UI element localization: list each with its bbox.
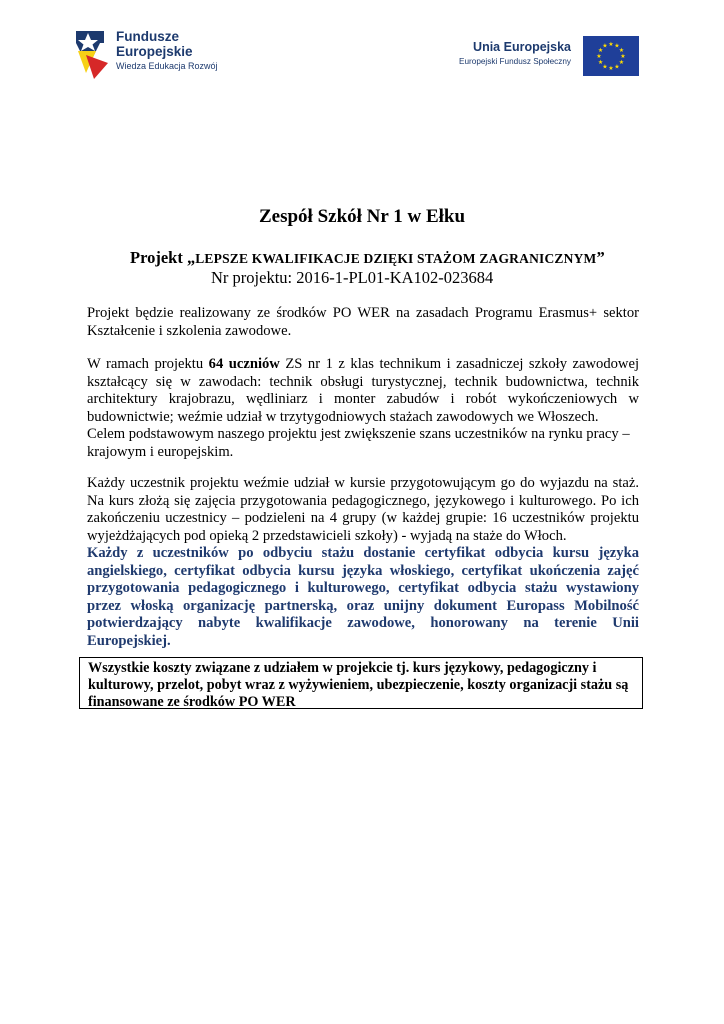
eu-star-icon: ★ <box>602 64 608 71</box>
eu-star-icon: ★ <box>596 54 602 60</box>
fundusze-tagline: Wiedza Edukacja Rozwój <box>116 61 218 71</box>
unia-europejska-logo <box>447 36 642 78</box>
project-name: LEPSZE KWALIFIKACJE DZIĘKI STAŻOM ZAGRANICZNYM <box>195 251 597 266</box>
participants-count: 64 uczniów <box>208 356 280 372</box>
paragraph-goal-text: Celem podstawowym naszego projektu jest zwiększenie szans uczestników na rynku pracy – krajowym i europejskim. <box>87 426 630 460</box>
paragraph-funding <box>87 305 639 340</box>
costs-box <box>79 657 643 709</box>
eu-star-icon: ★ <box>618 48 625 54</box>
project-prefix: Projekt „ <box>130 248 196 267</box>
eu-star-icon: ★ <box>614 64 620 71</box>
costs-box-text: Wszystkie koszty związane z udziałem w projekcie tj. kurs językowy, pedagogiczny i kulturowy, przelot, pobyt wraz z wyżywieniem, ubezpieczenie, koszty organizacji stażu są finansowane ze środków PO WER <box>88 660 629 710</box>
ue-line2: Europejski Fundusz Społeczny <box>459 57 571 66</box>
project-number: Nr projektu: 2016-1-PL01-KA102-023684 <box>211 268 494 287</box>
project-title <box>130 248 605 268</box>
fundusze-star-icon <box>74 29 114 81</box>
paragraph-course <box>87 475 639 650</box>
eu-star-icon: ★ <box>614 43 620 50</box>
page-title: Zespół Szkół Nr 1 w Ełku <box>258 206 466 227</box>
paragraph-funding-text: Projekt będzie realizowany ze środków PO WER na zasadach Programu Erasmus+ sektor Kształcenie i szkolenia zawodowe. <box>87 305 639 339</box>
fundusze-line1: Fundusze <box>116 29 179 44</box>
ue-line1: Unia Europejska <box>473 40 571 54</box>
participants-intro: W ramach projektu <box>87 356 209 372</box>
paragraph-participants <box>87 356 639 461</box>
fundusze-line2: Europejskie <box>116 44 193 59</box>
fundusze-europejskie-logo <box>74 27 254 83</box>
eu-star-icon: ★ <box>608 66 614 72</box>
eu-star-icon: ★ <box>597 60 604 66</box>
eu-star-icon: ★ <box>608 42 614 48</box>
eu-star-icon: ★ <box>620 54 626 60</box>
eu-star-icon: ★ <box>618 60 625 66</box>
eu-star-icon: ★ <box>597 48 604 54</box>
paragraph-course-text: Każdy uczestnik projektu weźmie udział w kursie przygotowującym go do wyjazdu na staż. Na kurs złożą się zajęcia przygotowania pedagogicznego, językowego i kulturowego. Po ich zakończeniu uczestnicy – podzieleni na 4 grupy (w każdej grupie: 16 uczestników projektu wyjeżdżających pod opieką 2 przedstawicieli szkoły) - wyjadą na staże do Włoch. <box>87 475 639 544</box>
project-suffix: ” <box>596 248 605 267</box>
eu-flag-icon <box>583 36 639 76</box>
eu-star-icon: ★ <box>602 43 608 50</box>
participants-details: ZS nr 1 z klas technikum i zasadniczej szkoły zawodowej kształcący się w zawodach: technik obsługi turystycznej, technik budownictwa, technik architektury krajobrazu, wędliniarz i monter zabudów i robót wykończeniowych w budownictwie; weźmie udział w trzytygodniowych stażach zawodowych we Włoszech. <box>87 356 640 425</box>
paragraph-participants-text <box>87 356 639 426</box>
paragraph-certificates-text: Każdy z uczestników po odbyciu stażu dostanie certyfikat odbycia kursu języka angielskiego, certyfikat odbycia kursu języka włoskiego, certyfikat ukończenia zajęć przygotowania pedagogicznego i kulturowego, certyfikat odbycia stażu wystawiony przez włoską organizację partnerską, oraz unijny dokument Europass Mobilność potwierdzający nabyte kwalifikacje zawodowe, honorowany na terenie Unii Europejskiej. <box>87 545 639 649</box>
